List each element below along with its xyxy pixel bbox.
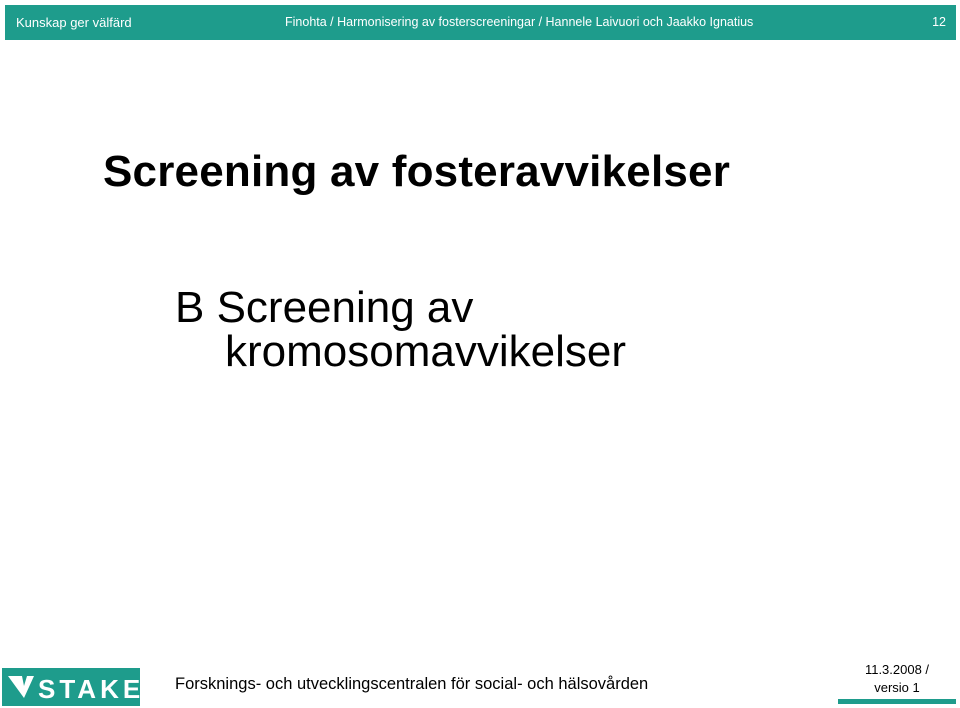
logo-v-mark bbox=[8, 676, 34, 698]
header-bar bbox=[5, 5, 956, 40]
slide-title: Screening av fosteravvikelser bbox=[103, 147, 731, 196]
footer-organization: Forsknings- och utvecklingscentralen för social- och hälsovården bbox=[175, 675, 649, 693]
bullet-text-line2: kromosomavvikelser bbox=[225, 327, 626, 376]
header-breadcrumb: Finohta / Harmonisering av fosterscreeningar / Hannele Laivuori och Jaakko Ignatius bbox=[285, 15, 754, 29]
footer-date-text: 11.3.2008 / bbox=[864, 662, 930, 677]
footer-version-text: versio 1 bbox=[874, 680, 920, 695]
header-slogan: Kunskap ger välfärd bbox=[16, 15, 132, 30]
stakes-logo-graphic bbox=[2, 668, 166, 706]
stakes-logo bbox=[2, 668, 166, 706]
footer-accent-strip bbox=[838, 699, 956, 704]
bullet-item bbox=[175, 283, 626, 376]
page-number: 12 bbox=[932, 15, 946, 29]
bullet-text-line1: B Screening av bbox=[175, 283, 474, 332]
footer-version-date bbox=[838, 661, 956, 697]
logo-wordmark: STAKES bbox=[38, 674, 166, 704]
